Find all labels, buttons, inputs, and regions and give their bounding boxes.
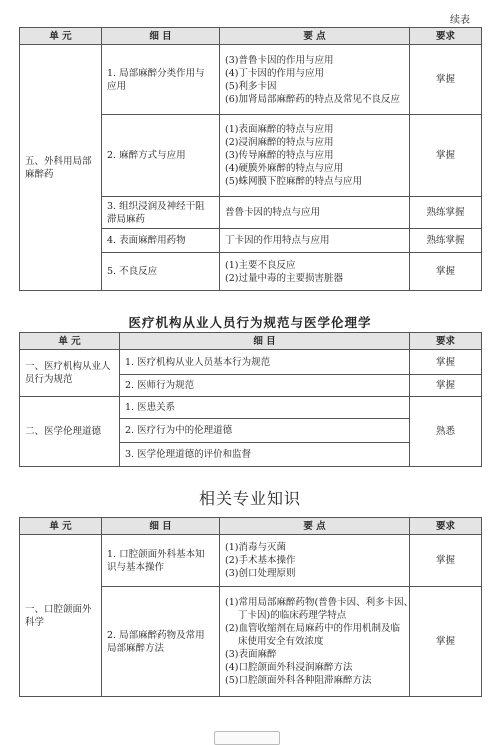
header-unit: 单 元 bbox=[20, 333, 120, 350]
point-line: (3)普鲁卡因的作用与应用 bbox=[225, 54, 334, 66]
header-item: 细 目 bbox=[102, 28, 220, 45]
point-line: (1)常用局部麻醉药物(普鲁卡因、利多卡因、 bbox=[225, 597, 414, 608]
header-item: 细 目 bbox=[102, 518, 220, 535]
table-row bbox=[20, 535, 482, 587]
point-line: (5)蛛网膜下腔麻醉的特点与应用 bbox=[225, 176, 362, 187]
item-cell: 1. 医疗机构从业人员基本行为规范 bbox=[120, 350, 410, 375]
points-cell: 丁卡因的作用特点与应用 bbox=[220, 229, 410, 253]
section-title-related-knowledge: 相关专业知识 bbox=[198, 489, 301, 508]
item-cell: 3. 组织浸润及神经干阻滞局麻药 bbox=[102, 197, 220, 229]
points-cell bbox=[220, 45, 410, 115]
table-header-row bbox=[20, 333, 482, 350]
point-line: (3)传导麻醉的特点与应用 bbox=[225, 150, 334, 161]
unit-cell: 五、外科用局部麻醉药 bbox=[20, 45, 102, 291]
table-row bbox=[20, 350, 482, 375]
header-requirement: 要求 bbox=[410, 518, 482, 535]
section-title-ethics: 医疗机构从业人员行为规范与医学伦理学 bbox=[128, 315, 372, 330]
point-line: (4)硬膜外麻醉的特点与应用 bbox=[225, 163, 343, 174]
point-line: (2)浸润麻醉的特点与应用 bbox=[225, 137, 334, 148]
point-line: (2)血管收缩剂在局麻药中的作用机制及临 bbox=[225, 623, 400, 634]
requirement-cell: 熟悉 bbox=[410, 397, 482, 467]
item-cell: 1. 口腔颌面外科基本知识与基本操作 bbox=[102, 535, 220, 587]
unit-cell: 二、医学伦理道德 bbox=[20, 397, 120, 467]
point-line: (1)消毒与灭菌 bbox=[225, 542, 286, 553]
point-line: (5)口腔颌面外科各种阻滞麻醉方法 bbox=[225, 675, 372, 686]
point-line: (3)表面麻醉 bbox=[225, 649, 277, 660]
item-cell: 2. 局部麻醉药物及常用局部麻醉方法 bbox=[102, 587, 220, 697]
table-header-row bbox=[20, 518, 482, 535]
item-cell: 1. 医患关系 bbox=[120, 397, 410, 419]
point-line: (3)创口处理原则 bbox=[225, 568, 296, 579]
header-points: 要 点 bbox=[220, 518, 410, 535]
page-number-tab bbox=[214, 731, 280, 745]
point-line: 丁卡因)的临床药理学特点 bbox=[238, 610, 347, 621]
header-requirement: 要求 bbox=[410, 333, 482, 350]
header-requirement: 要求 bbox=[410, 28, 482, 45]
item-cell: 2. 医师行为规范 bbox=[120, 375, 410, 397]
requirement-cell: 掌握 bbox=[410, 45, 482, 115]
unit-cell: 一、口腔颌面外科学 bbox=[20, 535, 102, 697]
table-row bbox=[20, 45, 482, 115]
point-line: (2)过量中毒的主要损害脏器 bbox=[225, 272, 343, 284]
requirement-cell: 掌握 bbox=[410, 350, 482, 375]
points-cell bbox=[220, 253, 410, 291]
point-line: (2)手术基本操作 bbox=[225, 555, 296, 566]
requirement-cell: 掌握 bbox=[410, 115, 482, 197]
point-line: 床使用安全有效浓度 bbox=[238, 636, 324, 647]
item-cell: 3. 医学伦理道德的评价和监督 bbox=[120, 443, 410, 467]
requirement-cell: 熟练掌握 bbox=[410, 197, 482, 229]
item-cell: 4. 表面麻醉用药物 bbox=[102, 229, 220, 253]
unit-cell: 一、医疗机构从业人员行为规范 bbox=[20, 350, 120, 397]
table-oral-surgery bbox=[19, 517, 482, 697]
item-cell: 2. 医疗行为中的伦理道德 bbox=[120, 419, 410, 443]
header-item: 细 目 bbox=[120, 333, 410, 350]
points-cell bbox=[220, 535, 410, 587]
table-local-anesthetics bbox=[19, 27, 482, 291]
point-line: (6)加肾局部麻醉药的特点及常见不良反应 bbox=[225, 93, 400, 105]
header-points: 要 点 bbox=[220, 28, 410, 45]
points-cell: 普鲁卡因的特点与应用 bbox=[220, 197, 410, 229]
item-cell: 2. 麻醉方式与应用 bbox=[102, 115, 220, 197]
requirement-cell: 掌握 bbox=[410, 587, 482, 697]
requirement-cell: 掌握 bbox=[410, 535, 482, 587]
point-line: (4)口腔颌面外科浸润麻醉方法 bbox=[225, 662, 353, 673]
table-ethics bbox=[19, 332, 482, 467]
header-unit: 单 元 bbox=[20, 518, 102, 535]
points-cell bbox=[220, 115, 410, 197]
point-line: (1)主要不良反应 bbox=[225, 259, 296, 271]
header-unit: 单 元 bbox=[20, 28, 102, 45]
point-line: (5)利多卡因 bbox=[225, 80, 277, 92]
continued-label: 续表 bbox=[450, 15, 470, 26]
table-header-row bbox=[20, 28, 482, 45]
points-cell bbox=[220, 587, 414, 697]
requirement-cell: 熟练掌握 bbox=[410, 229, 482, 253]
table-row bbox=[20, 397, 482, 419]
item-cell: 1. 局部麻醉分类作用与应用 bbox=[102, 45, 220, 115]
requirement-cell: 掌握 bbox=[410, 375, 482, 397]
item-cell: 5. 不良反应 bbox=[102, 253, 220, 291]
requirement-cell: 掌握 bbox=[410, 253, 482, 291]
point-line: (1)表面麻醉的特点与应用 bbox=[225, 124, 334, 135]
point-line: (4)丁卡因的作用与应用 bbox=[225, 67, 324, 79]
